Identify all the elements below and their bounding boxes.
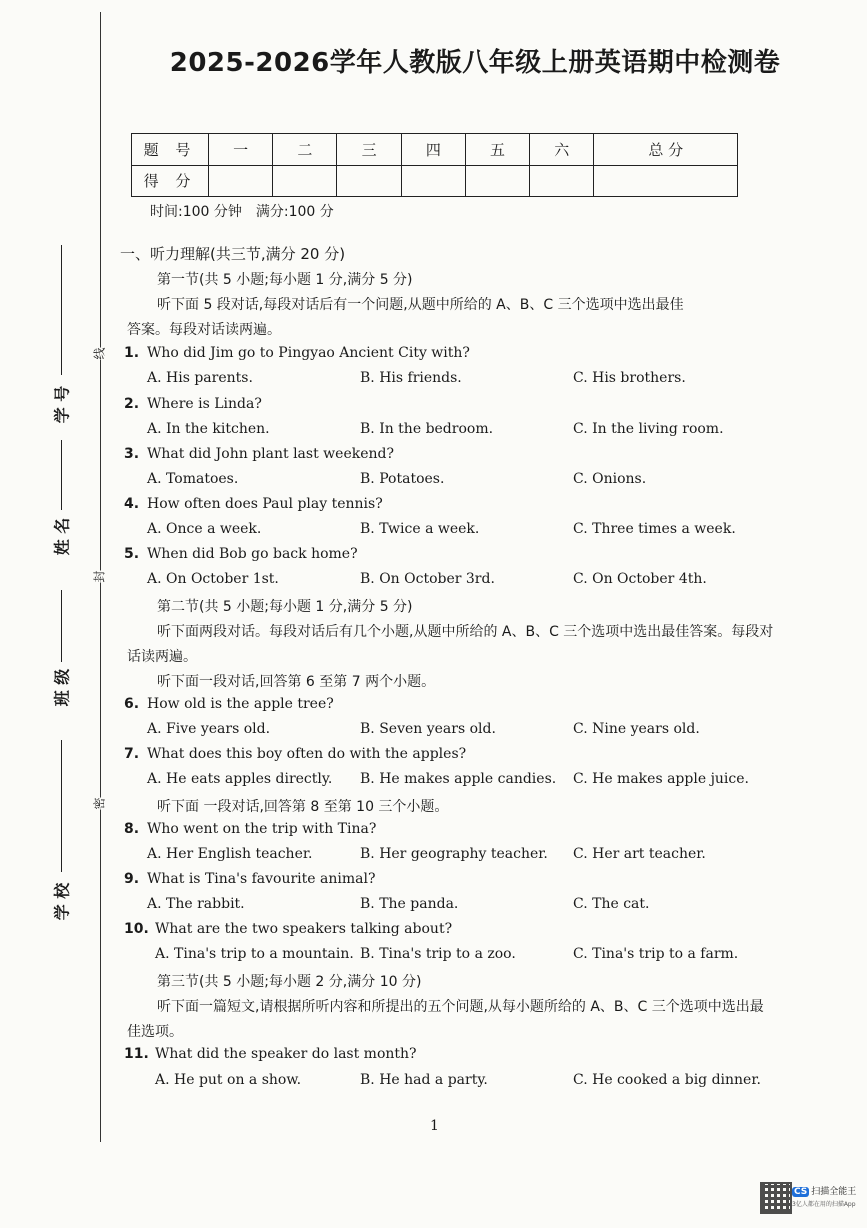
question-number: 3. [124, 446, 140, 462]
option-a[interactable]: A. His parents. [147, 370, 253, 386]
score-cell[interactable] [337, 165, 401, 197]
option-c[interactable]: C. He cooked a big dinner. [573, 1072, 761, 1088]
part3-instructions-cont: 佳选项。 [127, 1024, 183, 1040]
question-text: What does this boy often do with the apples? [147, 746, 467, 762]
score-table [131, 133, 738, 197]
option-b[interactable]: B. Twice a week. [360, 521, 480, 537]
question-number: 6. [124, 696, 140, 712]
option-a[interactable]: A. He put on a show. [155, 1072, 302, 1088]
part1-heading: 第一节(共 5 小题;每小题 1 分,满分 5 分) [157, 272, 413, 288]
part2-dialogue2-instructions: 听下面 一段对话,回答第 8 至第 10 三个小题。 [157, 799, 449, 815]
scanner-app-name: 扫描全能王 [811, 1187, 857, 1197]
question-text: What did John plant last weekend? [147, 446, 394, 462]
part1-instructions: 听下面 5 段对话,每段对话后有一个问题,从题中所给的 A、B、C 三个选项中选出最佳 [157, 297, 684, 313]
question-number: 8. [124, 821, 140, 837]
score-col-3: 三 [337, 134, 401, 166]
option-b[interactable]: B. Tina's trip to a zoo. [360, 946, 516, 962]
option-a[interactable]: A. Tomatoes. [147, 471, 239, 487]
question-text: How old is the apple tree? [147, 696, 334, 712]
time-info: 时间:100 分钟 满分:100 分 [150, 204, 334, 220]
school-blank[interactable] [61, 740, 62, 872]
option-c[interactable]: C. On October 4th. [573, 571, 707, 587]
option-b[interactable]: B. His friends. [360, 370, 462, 386]
option-a[interactable]: A. The rabbit. [147, 896, 245, 912]
option-b[interactable]: B. He makes apple candies. [360, 771, 557, 787]
part2-instructions: 听下面两段对话。每段对话后有几个小题,从题中所给的 A、B、C 三个选项中选出最佳答案。每段对 [157, 624, 774, 640]
score-col-total: 总 分 [594, 134, 738, 166]
option-a[interactable]: A. Her English teacher. [147, 846, 313, 862]
part3-instructions: 听下面一篇短文,请根据所听内容和所提出的五个问题,从每小题所给的 A、B、C 三个选项中选出最 [157, 999, 764, 1015]
student-no-label: 学 号 [52, 385, 72, 424]
option-c[interactable]: C. Tina's trip to a farm. [573, 946, 739, 962]
option-b[interactable]: B. Her geography teacher. [360, 846, 548, 862]
score-cell[interactable] [465, 165, 529, 197]
name-label: 姓 名 [52, 517, 72, 556]
question-number: 5. [124, 546, 140, 562]
score-cell[interactable] [273, 165, 337, 197]
score-col-4: 四 [401, 134, 465, 166]
part2-dialogue1-instructions: 听下面一段对话,回答第 6 至第 7 两个小题。 [157, 674, 436, 690]
option-c[interactable]: C. His brothers. [573, 370, 686, 386]
option-b[interactable]: B. Seven years old. [360, 721, 496, 737]
score-cell[interactable] [401, 165, 465, 197]
school-label: 学 校 [52, 882, 72, 921]
option-a[interactable]: A. He eats apples directly. [147, 771, 333, 787]
class-label: 班 级 [52, 668, 72, 707]
question-number: 7. [124, 746, 140, 762]
question-text: Where is Linda? [147, 396, 262, 412]
page-number: 1 [430, 1118, 439, 1134]
part3-heading: 第三节(共 5 小题;每小题 2 分,满分 10 分) [157, 974, 422, 990]
question-text: When did Bob go back home? [147, 546, 358, 562]
option-a[interactable]: A. Once a week. [147, 521, 262, 537]
option-c[interactable]: C. The cat. [573, 896, 650, 912]
option-a[interactable]: A. Tina's trip to a mountain. [155, 946, 354, 962]
score-col-1: 一 [209, 134, 273, 166]
binding-mark-xian: 线 [92, 347, 107, 360]
score-table-score-row [132, 165, 738, 197]
score-table-row2-label: 得 分 [132, 165, 209, 197]
score-cell[interactable] [530, 165, 594, 197]
option-b[interactable]: B. The panda. [360, 896, 459, 912]
score-table-header-row [132, 134, 738, 166]
part2-instructions-cont: 话读两遍。 [127, 649, 197, 665]
student-no-blank[interactable] [61, 245, 62, 375]
class-blank[interactable] [61, 590, 62, 662]
score-cell[interactable] [209, 165, 273, 197]
option-c[interactable]: C. Three times a week. [573, 521, 736, 537]
part2-heading: 第二节(共 5 小题;每小题 1 分,满分 5 分) [157, 599, 413, 615]
scanner-watermark [792, 1184, 856, 1208]
scanner-tagline: 3亿人都在用的扫描App [792, 1201, 856, 1208]
option-c[interactable]: C. Nine years old. [573, 721, 700, 737]
question-text: What did the speaker do last month? [155, 1046, 417, 1062]
option-b[interactable]: B. In the bedroom. [360, 421, 494, 437]
binding-mark-mi: 密 [92, 797, 107, 810]
name-blank[interactable] [61, 440, 62, 510]
option-b[interactable]: B. He had a party. [360, 1072, 488, 1088]
score-col-6: 六 [530, 134, 594, 166]
question-text: What is Tina's favourite animal? [147, 871, 376, 887]
score-cell[interactable] [594, 165, 738, 197]
page-title: 2025-2026学年人教版八年级上册英语期中检测卷 [169, 48, 781, 78]
score-col-2: 二 [273, 134, 337, 166]
score-table-row1-label: 题 号 [132, 134, 209, 166]
question-number: 9. [124, 871, 140, 887]
option-a[interactable]: A. In the kitchen. [147, 421, 270, 437]
question-text: How often does Paul play tennis? [147, 496, 383, 512]
question-number: 11. [124, 1046, 149, 1062]
question-number: 1. [124, 345, 140, 361]
section-title: 一、听力理解(共三节,满分 20 分) [120, 245, 346, 263]
option-c[interactable]: C. Her art teacher. [573, 846, 706, 862]
option-c[interactable]: C. Onions. [573, 471, 647, 487]
question-number: 10. [124, 921, 149, 937]
camscanner-logo-icon: CS [794, 1187, 808, 1197]
option-c[interactable]: C. In the living room. [573, 421, 724, 437]
option-a[interactable]: A. On October 1st. [147, 571, 279, 587]
part1-instructions-cont: 答案。每段对话读两遍。 [127, 322, 281, 338]
question-number: 2. [124, 396, 140, 412]
question-text: Who did Jim go to Pingyao Ancient City with? [147, 345, 470, 361]
qr-code-icon [760, 1182, 792, 1214]
option-c[interactable]: C. He makes apple juice. [573, 771, 749, 787]
question-text: What are the two speakers talking about? [155, 921, 453, 937]
question-text: Who went on the trip with Tina? [147, 821, 377, 837]
option-b[interactable]: B. Potatoes. [360, 471, 445, 487]
score-col-5: 五 [465, 134, 529, 166]
binding-mark-feng: 封 [92, 570, 107, 583]
option-a[interactable]: A. Five years old. [147, 721, 271, 737]
option-b[interactable]: B. On October 3rd. [360, 571, 495, 587]
question-number: 4. [124, 496, 140, 512]
